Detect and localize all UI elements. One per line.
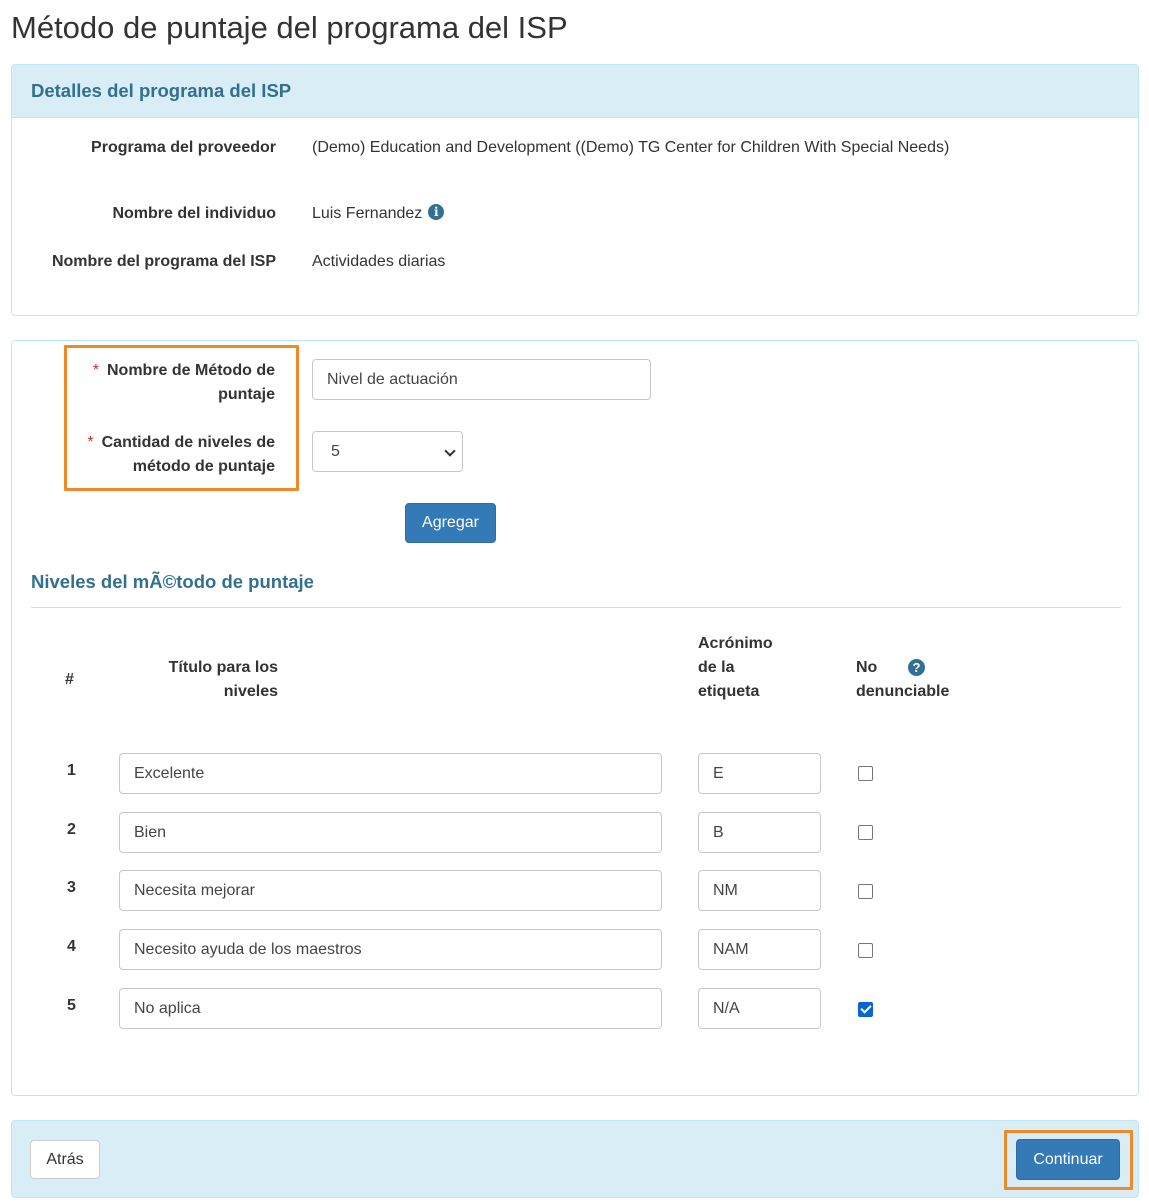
level-acronym-input[interactable]: NM (698, 870, 821, 911)
info-circle-icon[interactable]: i (428, 204, 444, 220)
not-reportable-checkbox[interactable] (858, 943, 873, 958)
chevron-down-icon (444, 445, 455, 456)
row-number: 4 (67, 938, 76, 955)
individual-name-value: Luis Fernandez (312, 205, 423, 222)
method-name-label: * Nombre de Método de puntaje (92, 362, 275, 403)
level-acronym-input[interactable]: NAM (698, 929, 821, 970)
column-header-not-reportable: No denunciable (856, 659, 950, 700)
level-count-select[interactable] (312, 431, 463, 472)
row-number: 3 (67, 879, 76, 896)
column-header-title: Título para los niveles (168, 659, 278, 700)
scoring-method-form-panel (11, 340, 1139, 1096)
row-number: 1 (67, 762, 76, 779)
back-button[interactable]: Atrás (30, 1140, 100, 1179)
method-name-input[interactable]: Nivel de actuación (312, 359, 651, 400)
add-button[interactable]: Agregar (405, 503, 496, 543)
isp-program-name-label: Nombre del programa del ISP (51, 253, 276, 270)
question-circle-icon[interactable]: ? (908, 659, 925, 676)
form-footer (11, 1120, 1139, 1198)
column-header-number: # (65, 671, 74, 688)
column-header-acronym: Acrónimo de la etiqueta (698, 635, 773, 700)
level-title-input[interactable]: Excelente (119, 753, 662, 794)
provider-program-label: Programa del proveedor (91, 139, 276, 156)
row-number: 2 (67, 821, 76, 838)
required-asterisk: * (92, 362, 99, 379)
level-acronym-input[interactable]: N/A (698, 988, 821, 1029)
required-asterisk: * (87, 434, 94, 451)
provider-program-value: (Demo) Education and Development ((Demo) TG Center for Children With Special Needs) (312, 139, 950, 156)
row-number: 5 (67, 997, 76, 1014)
page-title: Método de puntaje del programa del ISP (11, 10, 568, 45)
individual-name-label: Nombre del individuo (112, 205, 276, 222)
details-panel-heading: Detalles del programa del ISP (12, 65, 1138, 118)
levels-section-title: Niveles del mÃ©todo de puntaje (31, 571, 314, 592)
not-reportable-checkbox[interactable] (858, 884, 873, 899)
not-reportable-checkbox[interactable] (858, 766, 873, 781)
not-reportable-checkbox[interactable] (858, 1002, 873, 1017)
level-acronym-input[interactable]: E (698, 753, 821, 794)
level-title-input[interactable]: Necesito ayuda de los maestros (119, 929, 662, 970)
not-reportable-checkbox[interactable] (858, 825, 873, 840)
level-count-value: 5 (331, 443, 340, 460)
level-title-input[interactable]: Necesita mejorar (119, 870, 662, 911)
level-title-input[interactable]: No aplica (119, 988, 662, 1029)
level-acronym-input[interactable]: B (698, 812, 821, 853)
section-divider (31, 607, 1121, 608)
level-title-input[interactable]: Bien (119, 812, 662, 853)
level-count-label: * Cantidad de niveles de método de puntaje (87, 434, 275, 475)
isp-program-name-value: Actividades diarias (312, 253, 446, 270)
continue-button[interactable]: Continuar (1016, 1139, 1120, 1180)
individual-name-row (312, 202, 952, 226)
details-panel (11, 64, 1139, 316)
